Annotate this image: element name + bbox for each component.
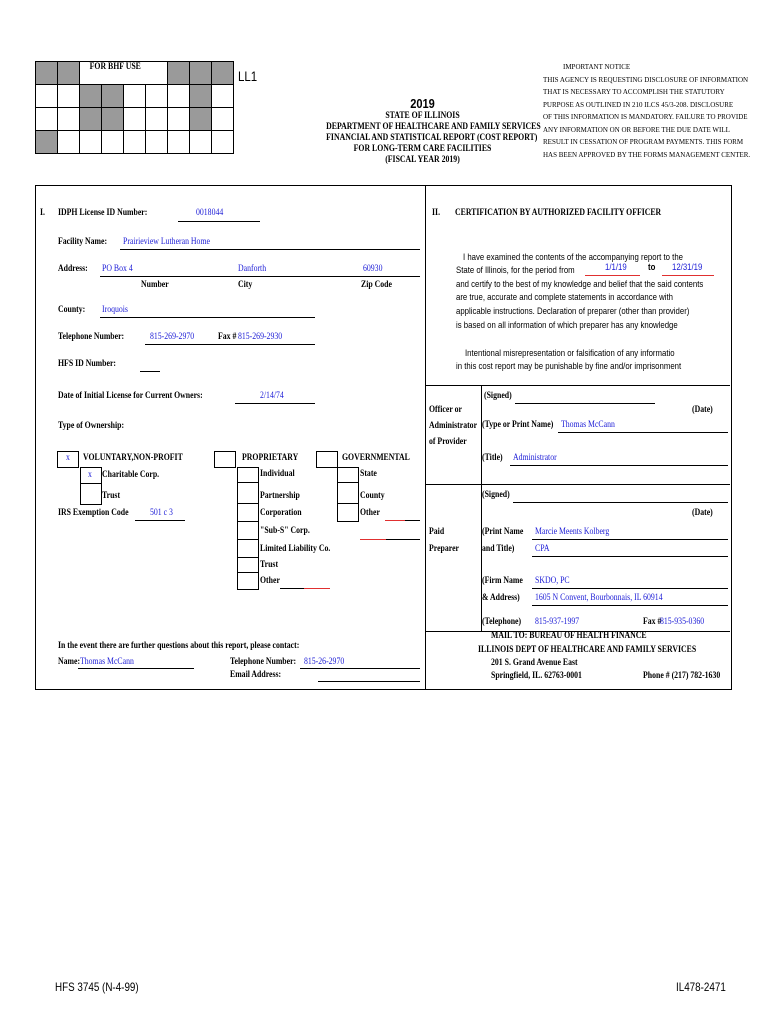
license-label: IDPH License ID Number: xyxy=(58,208,148,218)
contact-phone-value[interactable]: 815-26-2970 xyxy=(304,657,345,667)
county-label: County: xyxy=(58,305,86,315)
mail-line: MAIL TO: BUREAU OF HEALTH FINANCE xyxy=(491,631,647,641)
to-label: to xyxy=(648,262,656,273)
warning-line: Intentional misrepresentation or falsification of any informatio xyxy=(465,348,675,359)
firm-name-value[interactable]: SKDO, PC xyxy=(535,576,570,586)
officer-signature-field[interactable] xyxy=(515,403,655,404)
address-label: Address: xyxy=(58,264,88,274)
section-divider xyxy=(425,185,426,689)
proprietary-checkbox[interactable] xyxy=(214,451,236,468)
gov-item-other: Other xyxy=(360,508,380,518)
city-caption: City xyxy=(238,280,253,290)
officer-title-label: (Title) xyxy=(482,453,503,463)
gov-checkbox-other[interactable] xyxy=(337,503,359,522)
irs-label: IRS Exemption Code xyxy=(58,508,129,518)
dept-title: DEPARTMENT OF HEALTHCARE AND FAMILY SERVICES xyxy=(326,122,541,132)
prop-checkbox-llc[interactable] xyxy=(237,539,259,558)
firm-label: (Firm Name xyxy=(482,576,523,586)
charitable-label: Charitable Corp. xyxy=(102,470,160,480)
officer-signed-label: (Signed) xyxy=(484,391,512,401)
form-code: LL1 xyxy=(238,68,258,84)
officer-label: Officer or xyxy=(429,405,462,415)
and-title-label: and Title) xyxy=(482,544,515,554)
contact-phone-label: Telephone Number: xyxy=(230,657,297,667)
prop-checkbox-partnership[interactable] xyxy=(237,482,259,504)
county-value[interactable]: Iroquois xyxy=(102,305,128,315)
warning-line: in this cost report may be punishable by fine and/or imprisonment xyxy=(456,361,682,372)
governmental-checkbox[interactable] xyxy=(316,451,338,468)
preparer-telephone-label: (Telephone) xyxy=(482,617,522,627)
contact-name-value[interactable]: Thomas McCann xyxy=(80,657,134,667)
section-2-number: II. xyxy=(432,208,441,218)
prop-item-partnership: Partnership xyxy=(260,491,300,501)
state-title: STATE OF ILLINOIS xyxy=(385,111,460,121)
fax-value[interactable]: 815-269-2930 xyxy=(238,332,283,342)
fax-label: Fax # xyxy=(218,332,237,342)
irs-value[interactable]: 501 c 3 xyxy=(150,508,173,518)
section-1-number: I. xyxy=(40,208,45,218)
officer-title-value[interactable]: Administrator xyxy=(513,453,557,463)
prop-item-llc: Limited Liability Co. xyxy=(260,544,331,554)
officer-date-label: (Date) xyxy=(692,405,713,415)
prop-checkbox-subs[interactable] xyxy=(237,521,259,540)
print-name-label: (Print Name xyxy=(482,527,524,537)
notice-line: OF THIS INFORMATION IS MANDATORY. FAILURE TO PROVIDE xyxy=(543,113,748,121)
zip-caption: Zip Code xyxy=(361,280,392,290)
city-value[interactable]: Danforth xyxy=(238,264,267,274)
title-block xyxy=(305,96,540,165)
prop-checkbox-other[interactable] xyxy=(237,572,259,590)
officer-label: of Provider xyxy=(429,437,467,447)
preparer-fax-label: Fax # xyxy=(643,617,662,627)
contact-name-label: Name: xyxy=(58,657,81,667)
preparer-phone-value[interactable]: 815-937-1997 xyxy=(535,617,580,627)
phone-value[interactable]: 815-269-2970 xyxy=(150,332,195,342)
facilities-title: FOR LONG-TERM CARE FACILITIES xyxy=(353,144,492,154)
gov-checkbox-county[interactable] xyxy=(337,482,359,504)
voluntary-mark: x xyxy=(66,453,70,463)
preparer-name-value[interactable]: Marcie Meents Kolberg xyxy=(535,527,610,537)
fiscal-title: (FISCAL YEAR 2019) xyxy=(385,155,460,165)
mail-city: Springfield, IL. 62763-0001 xyxy=(491,671,582,681)
bhf-use-grid xyxy=(35,61,234,154)
firm-address-label: & Address) xyxy=(482,593,520,603)
preparer-date-label: (Date) xyxy=(692,508,713,518)
preparer-signature-field[interactable] xyxy=(513,502,728,503)
report-title: FINANCIAL AND STATISTICAL REPORT (COST REPORT) xyxy=(326,133,538,143)
hfs-field[interactable] xyxy=(140,371,160,372)
trust-label: Trust xyxy=(102,491,121,501)
prop-item-individual: Individual xyxy=(260,469,295,479)
preparer-label: Paid xyxy=(429,527,445,537)
notice-line: HAS BEEN APPROVED BY THE FORMS MANAGEMENT CENTER. xyxy=(543,150,751,159)
prop-checkbox-trust[interactable] xyxy=(237,557,259,573)
trust-checkbox[interactable] xyxy=(80,483,102,505)
cert-line-1: I have examined the contents of the accompanying report to the xyxy=(463,252,683,263)
preparer-title-value[interactable]: CPA xyxy=(535,544,550,554)
notice-line: THAT IS NECESSARY TO ACCOMPLISH THE STATUTORY xyxy=(543,88,725,96)
facility-value[interactable]: Prairieview Lutheran Home xyxy=(123,237,210,247)
charitable-mark: x xyxy=(88,470,92,480)
notice-line: ANY INFORMATION ON OR BEFORE THE DUE DATE WILL xyxy=(543,125,730,134)
page-id: IL478-2471 xyxy=(676,980,726,994)
license-value[interactable]: 0018044 xyxy=(196,208,224,218)
notice-line: PURPOSE AS OUTLINED IN 210 ILCS 45/3-208. DISCLOSURE xyxy=(543,100,734,109)
preparer-fax-value[interactable]: 815-935-0360 xyxy=(660,617,705,627)
period-from[interactable]: 1/1/19 xyxy=(605,262,627,273)
gov-checkbox-state[interactable] xyxy=(337,467,359,483)
mail-line: 201 S. Grand Avenue East xyxy=(491,658,578,668)
hfs-label: HFS ID Number: xyxy=(58,359,117,369)
prop-item-subs: "Sub-S" Corp. xyxy=(260,526,310,536)
officer-name-label: (Type or Print Name) xyxy=(482,420,554,430)
section-2-title: CERTIFICATION BY AUTHORIZED FACILITY OFFICER xyxy=(455,208,662,218)
prop-item-corporation: Corporation xyxy=(260,508,302,518)
prop-checkbox-individual[interactable] xyxy=(237,467,259,483)
address-value[interactable]: PO Box 4 xyxy=(102,264,133,274)
bhf-use-label: FOR BHF USE xyxy=(89,62,141,72)
number-caption: Number xyxy=(141,280,169,290)
mail-line: ILLINOIS DEPT OF HEALTHCARE AND FAMILY SERVICES xyxy=(478,645,697,655)
proprietary-label: PROPRIETARY xyxy=(242,453,299,463)
cert-line: and certify to the best of my knowledge and belief that the said contents xyxy=(456,279,704,290)
gov-item-county: County xyxy=(360,491,385,501)
prop-item-trust: Trust xyxy=(260,560,279,570)
initial-license-value[interactable]: 2/14/74 xyxy=(260,391,284,401)
notice-title: IMPORTANT NOTICE xyxy=(563,63,631,71)
phone-label: Telephone Number: xyxy=(58,332,125,342)
important-notice xyxy=(543,61,750,161)
ownership-label: Type of Ownership: xyxy=(58,421,125,431)
cert-line: applicable instructions. Declaration of preparer (other than provider) xyxy=(456,306,690,317)
notice-line: RESULT IN CESSATION OF PROGRAM PAYMENTS. THIS FORM xyxy=(543,138,744,146)
officer-label: Administrator xyxy=(429,421,478,431)
preparer-signed-label: (Signed) xyxy=(482,490,510,500)
prop-checkbox-corporation[interactable] xyxy=(237,503,259,522)
report-year: 2019 xyxy=(410,96,435,111)
officer-name-value[interactable]: Thomas McCann xyxy=(561,420,615,430)
initial-license-label: Date of Initial License for Current Owners: xyxy=(58,391,203,401)
voluntary-label: VOLUNTARY,NON-PROFIT xyxy=(83,453,183,463)
period-to[interactable]: 12/31/19 xyxy=(672,262,703,273)
facility-label: Facility Name: xyxy=(58,237,108,247)
cert-line: is based on all information of which preparer has any knowledge xyxy=(456,320,678,331)
governmental-label: GOVERNMENTAL xyxy=(342,453,410,463)
gov-item-state: State xyxy=(360,469,377,479)
preparer-label: Preparer xyxy=(429,544,459,554)
email-field[interactable] xyxy=(318,681,420,682)
zip-value[interactable]: 60930 xyxy=(363,264,383,274)
questions-text: In the event there are further questions about this report, please contact: xyxy=(58,641,300,651)
prop-item-other: Other xyxy=(260,576,280,586)
notice-line: THIS AGENCY IS REQUESTING DISCLOSURE OF INFORMATION xyxy=(543,75,749,84)
email-label: Email Address: xyxy=(230,670,282,680)
mail-phone: Phone # (217) 782-1630 xyxy=(643,671,721,681)
firm-address-value[interactable]: 1605 N Convent, Bourbonnais, IL 60914 xyxy=(535,593,663,603)
form-id: HFS 3745 (N-4-99) xyxy=(55,980,139,994)
cert-line: are true, accurate and complete statements in accordance with xyxy=(456,292,673,303)
cert-line-2: State of Illinois, for the period from xyxy=(456,265,575,276)
